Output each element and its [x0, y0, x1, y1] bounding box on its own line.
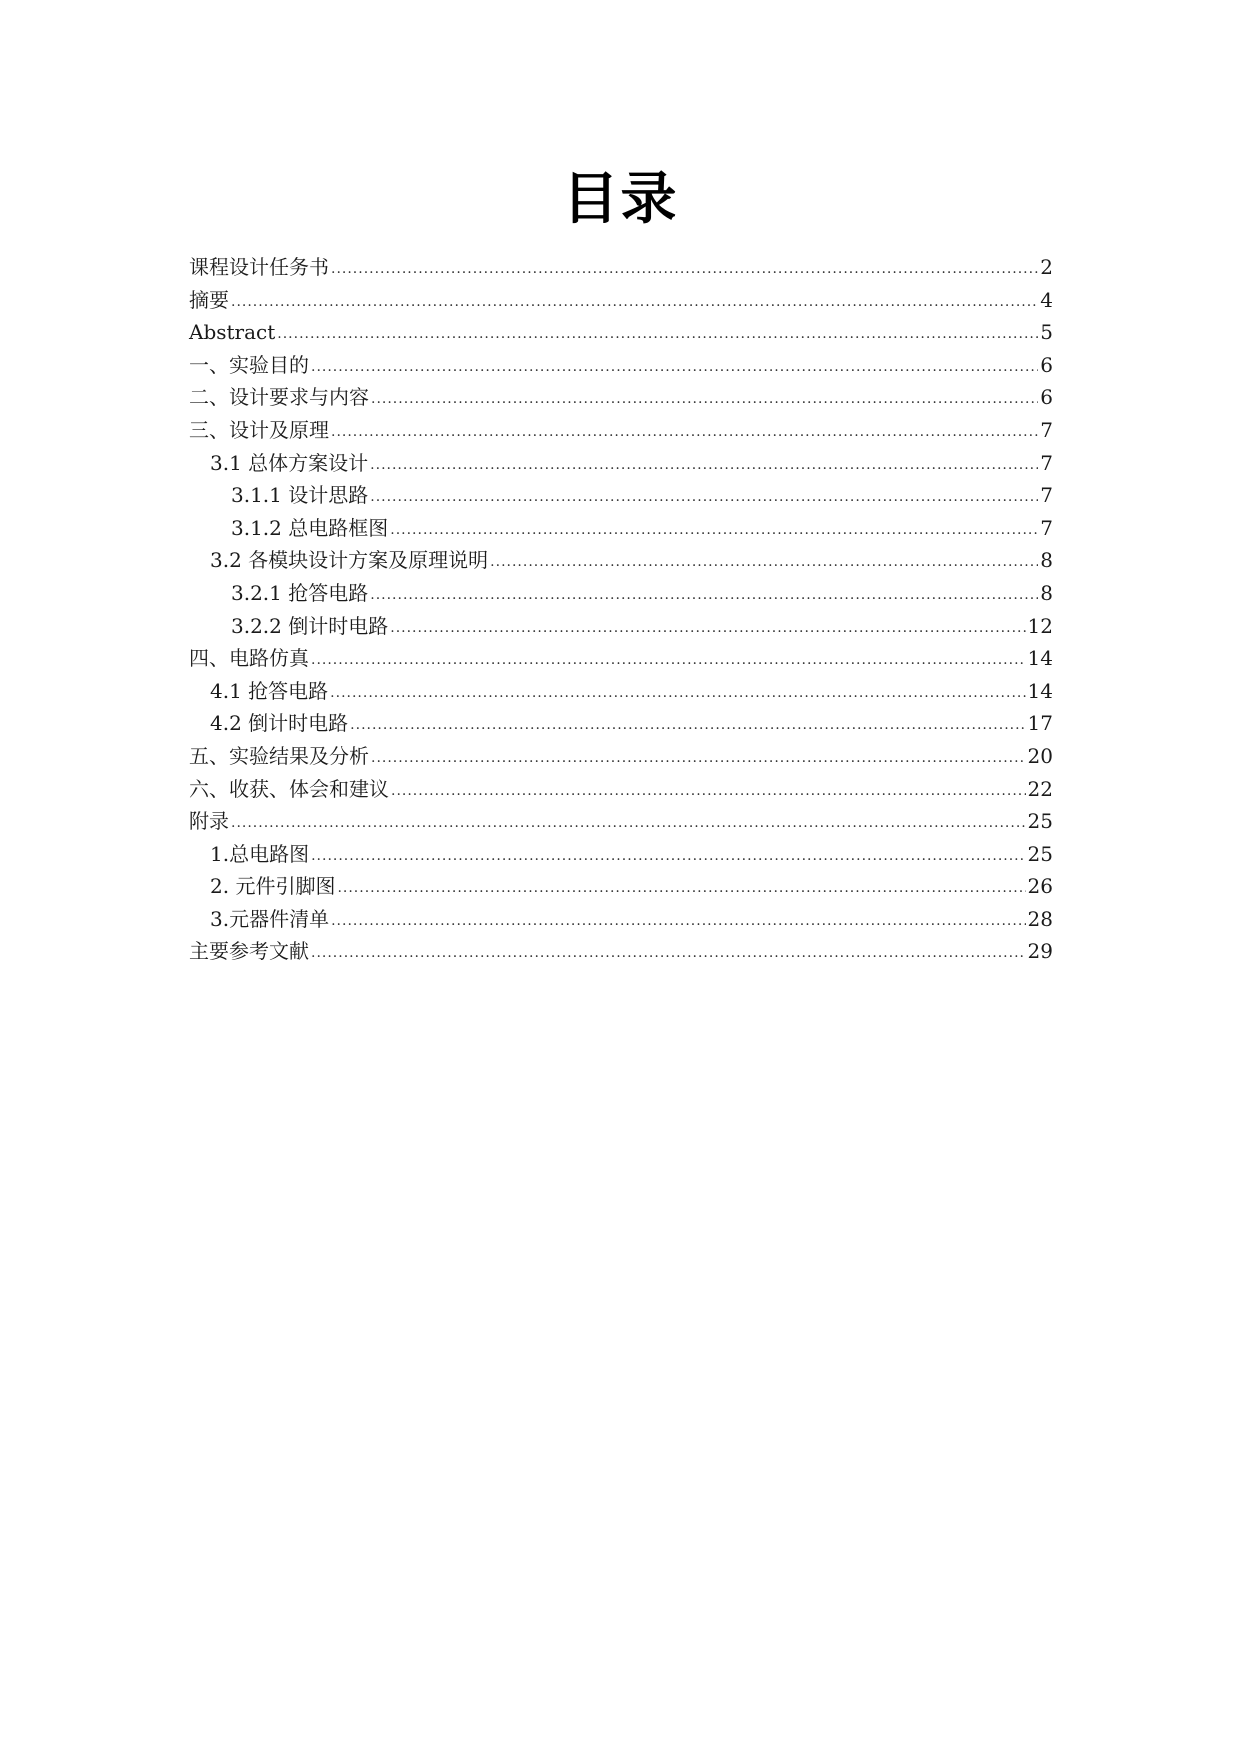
toc-entry[interactable]: [189, 577, 1053, 610]
toc-entry[interactable]: [189, 870, 1053, 903]
toc-entry-label: 3.1.1 设计思路: [231, 483, 369, 508]
toc-entry-page-number: 6: [1040, 352, 1053, 377]
toc-entry-label: 3.2.1 抢答电路: [231, 580, 369, 605]
toc-entry-label: 摘要: [189, 287, 229, 312]
toc-entry-label: 4.2 倒计时电路: [210, 711, 349, 736]
toc-entry-page-number: 7: [1040, 417, 1053, 442]
toc-entry[interactable]: [189, 316, 1053, 349]
toc-entry-page-number: 14: [1027, 678, 1053, 703]
toc-entry-label: 2. 元件引脚图: [210, 874, 336, 899]
dot-leader: [490, 546, 1038, 579]
toc-entry-page-number: 22: [1027, 776, 1053, 801]
toc-entry[interactable]: [189, 642, 1053, 675]
toc-entry-page-number: 20: [1027, 743, 1053, 768]
toc-entry[interactable]: [189, 447, 1053, 480]
toc-entry[interactable]: [189, 479, 1053, 512]
dot-leader: [370, 579, 1038, 612]
toc-entry-label: 三、设计及原理: [189, 417, 329, 442]
toc-entry[interactable]: [189, 935, 1053, 968]
dot-leader: [370, 481, 1038, 514]
toc-entry-page-number: 6: [1040, 385, 1053, 410]
toc-entry[interactable]: [189, 349, 1053, 382]
toc-entry-label: 3.2 各模块设计方案及原理说明: [210, 548, 489, 573]
toc-entry-label: 六、收获、体会和建议: [189, 776, 389, 801]
dot-leader: [331, 253, 1038, 286]
toc-entry-label: 二、设计要求与内容: [189, 385, 369, 410]
toc-entry-page-number: 5: [1040, 320, 1053, 345]
dot-leader: [277, 318, 1038, 351]
toc-entry[interactable]: [189, 773, 1053, 806]
dot-leader: [391, 775, 1026, 808]
toc-entry[interactable]: [189, 903, 1053, 936]
toc-entry-page-number: 28: [1027, 906, 1053, 931]
dot-leader: [231, 807, 1026, 840]
dot-leader: [390, 612, 1025, 645]
toc-entry-label: 主要参考文献: [189, 939, 309, 964]
toc-entry-page-number: 7: [1040, 483, 1053, 508]
dot-leader: [371, 742, 1026, 775]
toc-entry[interactable]: [189, 610, 1053, 643]
dot-leader: [311, 644, 1026, 677]
dot-leader: [311, 937, 1026, 970]
toc-entry-page-number: 8: [1040, 580, 1053, 605]
dot-leader: [311, 840, 1025, 873]
dot-leader: [330, 677, 1025, 710]
toc-entry-page-number: 7: [1040, 515, 1053, 540]
toc-entry[interactable]: [189, 675, 1053, 708]
toc-entry-label: 3.元器件清单: [210, 906, 330, 931]
toc-entry-label: 四、电路仿真: [189, 646, 309, 671]
dot-leader: [337, 872, 1025, 905]
toc-entry[interactable]: [189, 284, 1053, 317]
toc-entry-label: 3.1 总体方案设计: [210, 450, 369, 475]
toc-entry-label: 附录: [189, 809, 229, 834]
toc-entry-page-number: 25: [1027, 809, 1053, 834]
dot-leader: [370, 449, 1038, 482]
toc-title: 目录: [562, 167, 679, 232]
toc-entry-page-number: 7: [1040, 450, 1053, 475]
dot-leader: [331, 905, 1025, 938]
toc-entry-label: 五、实验结果及分析: [189, 743, 369, 768]
toc-entry-page-number: 4: [1040, 287, 1053, 312]
dot-leader: [331, 416, 1038, 449]
dot-leader: [390, 514, 1038, 547]
toc-entry-page-number: 25: [1027, 841, 1053, 866]
toc-entry[interactable]: [189, 838, 1053, 871]
toc-entry-label: 3.1.2 总电路框图: [231, 515, 389, 540]
toc-entry-page-number: 8: [1040, 548, 1053, 573]
toc-entry[interactable]: [189, 740, 1053, 773]
toc-entry[interactable]: [189, 512, 1053, 545]
toc-entry-page-number: 14: [1027, 646, 1053, 671]
toc-entry-page-number: 29: [1027, 939, 1053, 964]
toc-entry-label: Abstract: [189, 320, 276, 345]
toc-list: [189, 251, 1053, 968]
dot-leader: [371, 383, 1038, 416]
toc-entry-label: 一、实验目的: [189, 352, 309, 377]
toc-entry-label: 3.2.2 倒计时电路: [231, 613, 389, 638]
toc-entry[interactable]: [189, 251, 1053, 284]
toc-entry[interactable]: [189, 414, 1053, 447]
toc-entry-page-number: 12: [1027, 613, 1053, 638]
toc-entry-page-number: 17: [1027, 711, 1053, 736]
toc-entry[interactable]: [189, 381, 1053, 414]
dot-leader: [231, 286, 1038, 319]
dot-leader: [350, 709, 1025, 742]
toc-entry[interactable]: [189, 544, 1053, 577]
dot-leader: [311, 351, 1038, 384]
toc-entry-page-number: 26: [1027, 874, 1053, 899]
toc-entry-label: 1.总电路图: [210, 841, 310, 866]
toc-entry[interactable]: [189, 707, 1053, 740]
toc-entry[interactable]: [189, 805, 1053, 838]
toc-entry-page-number: 2: [1040, 255, 1053, 279]
toc-entry-label: 课程设计任务书: [189, 255, 329, 279]
toc-entry-label: 4.1 抢答电路: [210, 678, 329, 703]
